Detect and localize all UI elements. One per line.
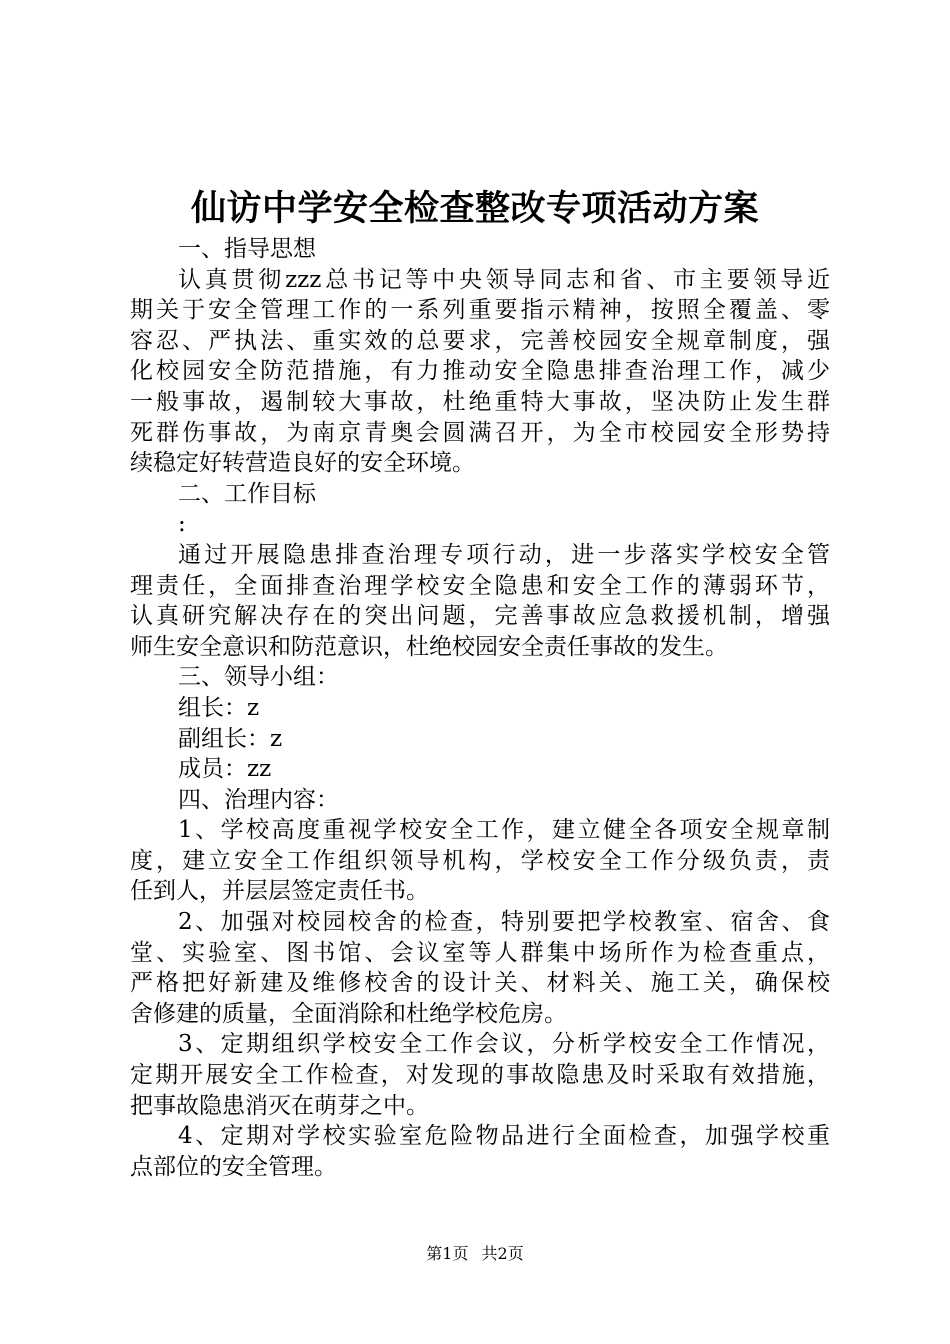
document-line: 一、指导思想 — [178, 236, 316, 262]
document-title: 仙访中学安全检查整改专项活动方案 — [190, 188, 759, 229]
page-total: 共2页 — [481, 1244, 524, 1263]
document-line: 舍修建的质量，全面消除和杜绝学校危房。 — [130, 1000, 567, 1027]
document-line: 二、工作目标 — [178, 480, 316, 507]
document-line: 任到人，并层层签定责任书。 — [130, 878, 429, 905]
document-line: 认真贯彻zzz总书记等中央领导同志和省、市主要领导近 — [178, 266, 830, 293]
document-line: 度，建立安全工作组织领导机构，学校安全工作分级负责，责 — [130, 847, 830, 874]
document-line: 师生安全意识和防范意识，杜绝校园安全责任事故的发生。 — [130, 633, 728, 660]
document-line: 理责任，全面排查治理学校安全隐患和安全工作的薄弱环节， — [130, 572, 830, 599]
document-line: 通过开展隐患排查治理专项行动，进一步落实学校安全管 — [178, 541, 830, 568]
document-line: 1、学校高度重视学校安全工作，建立健全各项安全规章制 — [178, 817, 830, 844]
page-number: 第1页 — [426, 1244, 469, 1263]
document-line: 组长：z — [178, 694, 260, 721]
document-line: 认真研究解决存在的突出问题，完善事故应急救援机制，增强 — [130, 603, 830, 630]
document-line: 4、定期对学校实验室危险物品进行全面检查，加强学校重 — [178, 1123, 830, 1150]
document-line: 死群伤事故，为南京青奥会圆满召开，为全市校园安全形势持 — [130, 419, 830, 446]
document-line: : — [178, 511, 186, 538]
document-line: 成员：zz — [178, 756, 272, 783]
document-line: 点部位的安全管理。 — [130, 1153, 337, 1180]
document-line: 3、定期组织学校安全工作会议，分析学校安全工作情况， — [178, 1031, 830, 1058]
document-line: 三、领导小组： — [178, 664, 339, 691]
document-line: 一般事故，遏制较大事故，杜绝重特大事故，坚决防止发生群 — [130, 388, 830, 415]
document-line: 定期开展安全工作检查，对发现的事故隐患及时采取有效措施， — [130, 1062, 830, 1089]
document-line: 把事故隐患消灭在萌芽之中。 — [130, 1092, 429, 1119]
document-line: 化校园安全防范措施，有力推动安全隐患排查治理工作，减少 — [130, 358, 830, 385]
document-line: 堂、实验室、图书馆、会议室等人群集中场所作为检查重点， — [130, 939, 830, 966]
document-line: 2、加强对校园校舍的检查，特别要把学校教室、宿舍、食 — [178, 909, 830, 936]
page-footer — [0, 1243, 950, 1265]
document-line: 副组长：z — [178, 725, 283, 752]
document-line: 容忍、严执法、重实效的总要求，完善校园安全规章制度，强 — [130, 327, 830, 354]
document-body — [130, 234, 830, 1182]
document-line: 严格把好新建及维修校舍的设计关、材料关、施工关，确保校 — [130, 970, 830, 997]
document-line: 期关于安全管理工作的一系列重要指示精神，按照全覆盖、零 — [130, 297, 830, 324]
document-line: 续稳定好转营造良好的安全环境。 — [130, 450, 475, 477]
document-line: 四、治理内容： — [178, 786, 339, 813]
